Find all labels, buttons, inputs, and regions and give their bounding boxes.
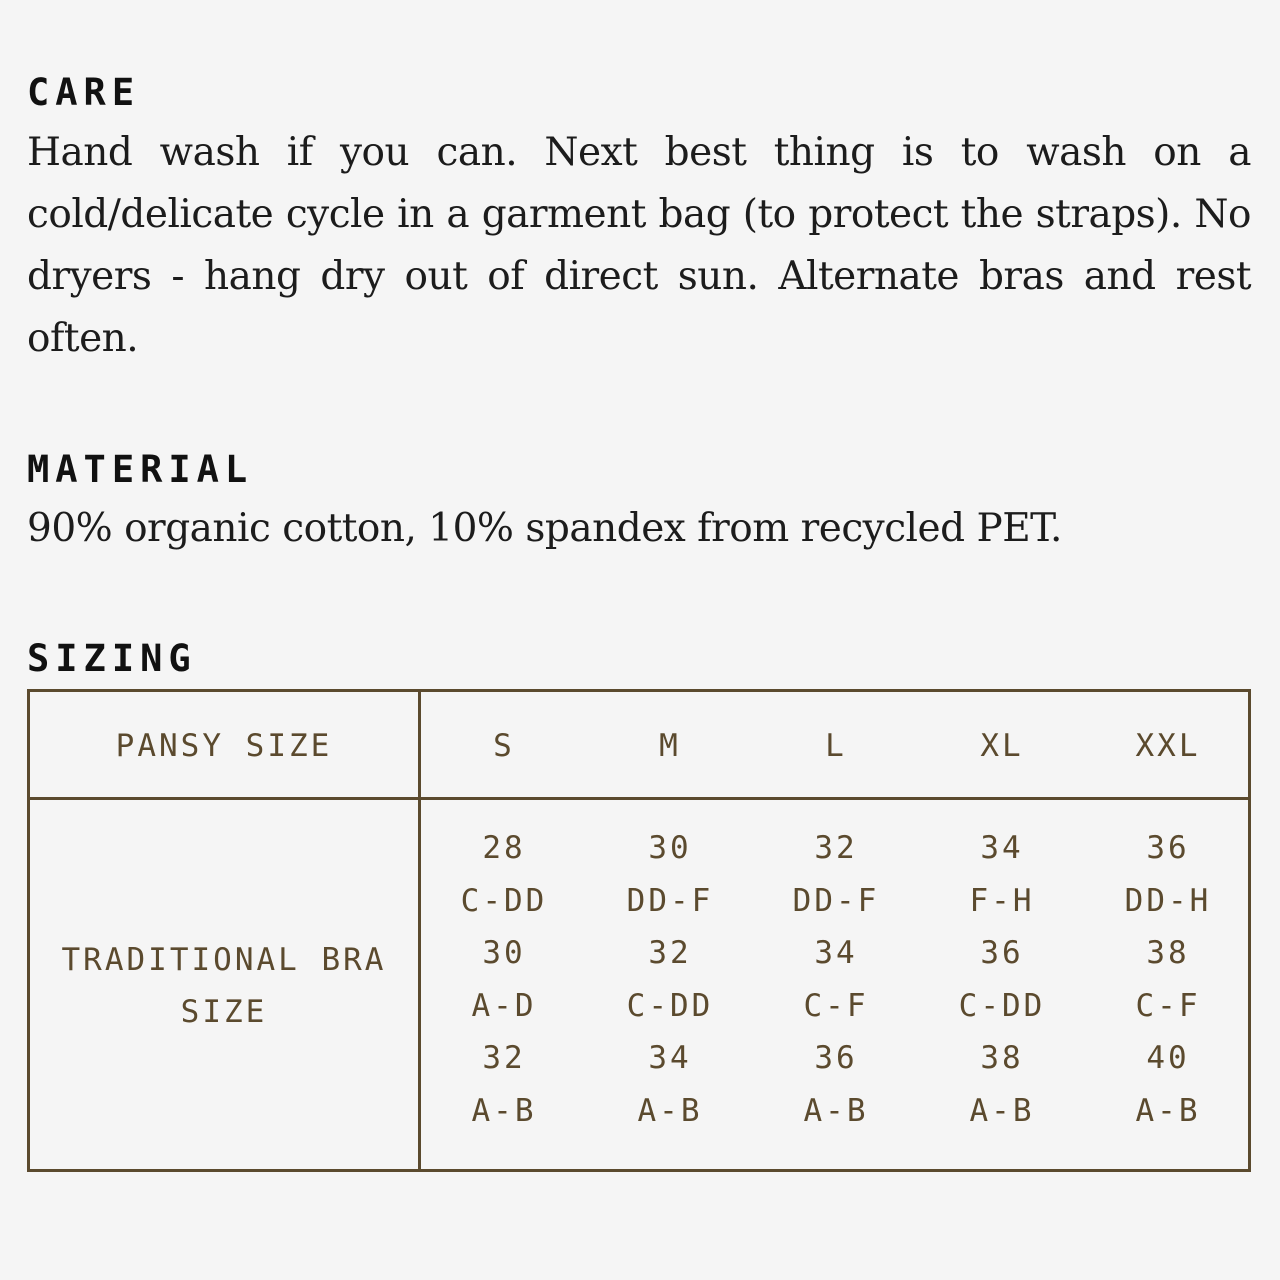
- pansy-size-label: PANSY SIZE: [115, 728, 333, 764]
- traditional-bra-size-label-line1: TRADITIONAL BRA: [61, 942, 387, 978]
- size-value: 40: [1146, 1040, 1190, 1076]
- size-value: 38: [980, 1040, 1024, 1076]
- care-heading: CARE: [27, 71, 141, 114]
- size-header-xxl: XXL: [1135, 728, 1201, 764]
- material-heading: MATERIAL: [27, 448, 254, 491]
- traditional-bra-size-label: [30, 934, 418, 1038]
- size-value: C-DD: [626, 987, 714, 1024]
- size-value: 34: [980, 830, 1024, 866]
- size-header-l: L: [825, 728, 847, 764]
- size-value: 32: [648, 935, 692, 971]
- size-value: C-DD: [958, 987, 1046, 1024]
- size-value: A-B: [637, 1092, 703, 1129]
- size-header-s: S: [493, 728, 515, 764]
- size-value: DD-F: [792, 882, 880, 919]
- sizing-table: [27, 689, 1251, 1172]
- size-value: DD-F: [626, 882, 714, 919]
- size-value: A-B: [969, 1092, 1035, 1129]
- size-header-m: M: [659, 728, 681, 764]
- sizing-heading: SIZING: [27, 637, 197, 680]
- size-values-xxl: [1085, 822, 1251, 1137]
- size-values-l: [753, 822, 919, 1137]
- size-value: 28: [482, 830, 526, 866]
- size-value: 36: [814, 1040, 858, 1076]
- size-value: 30: [648, 830, 692, 866]
- size-value: C-F: [803, 987, 869, 1024]
- size-value: 34: [648, 1040, 692, 1076]
- size-value: 32: [482, 1040, 526, 1076]
- size-value: 34: [814, 935, 858, 971]
- size-value: 38: [1146, 935, 1190, 971]
- size-value: C-F: [1135, 987, 1201, 1024]
- size-value: 36: [1146, 830, 1190, 866]
- size-values-m: [587, 822, 753, 1137]
- size-value: A-B: [471, 1092, 537, 1129]
- traditional-bra-size-label-line2: SIZE: [180, 994, 268, 1030]
- size-value: F-H: [969, 882, 1035, 919]
- size-value: 30: [482, 935, 526, 971]
- care-text: Hand wash if you can. Next best thing is to wash on a cold/delicate cycle in a garment bag (to protect the straps). No dryers - hang dry out of direct sun. Alternate bras and rest often.: [27, 130, 1251, 361]
- size-value: DD-H: [1124, 882, 1212, 919]
- size-value: 36: [980, 935, 1024, 971]
- size-values-xl: [919, 822, 1085, 1137]
- size-value: C-DD: [460, 882, 548, 919]
- size-value: A-B: [1135, 1092, 1201, 1129]
- size-header-xl: XL: [980, 728, 1024, 764]
- material-text: 90% organic cotton, 10% spandex from recycled PET.: [27, 506, 1062, 551]
- size-value: A-B: [803, 1092, 869, 1129]
- size-value: 32: [814, 830, 858, 866]
- size-value: A-D: [471, 987, 537, 1024]
- size-values-s: [421, 822, 587, 1137]
